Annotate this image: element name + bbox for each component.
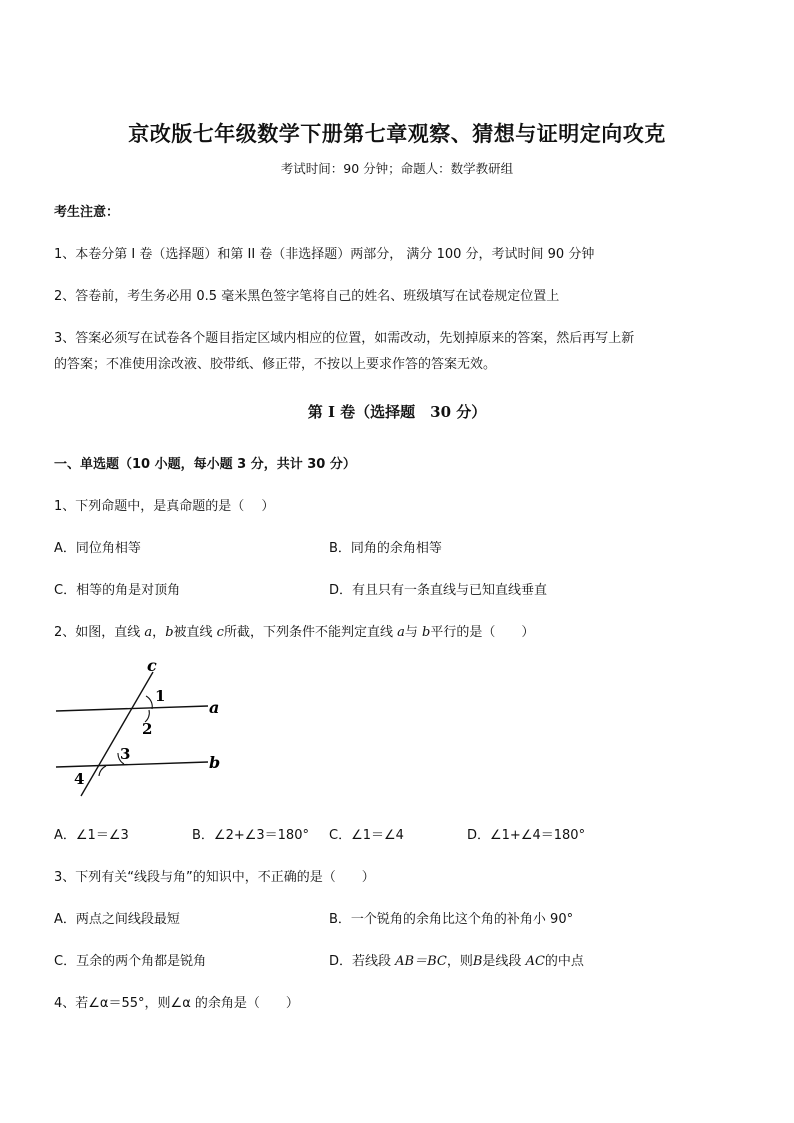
- question-3-stem: 3、下列有关“线段与角”的知识中，不正确的是（ ）: [54, 870, 375, 885]
- label-angle-4: 4: [74, 770, 85, 788]
- part-heading: 一、单选题（10 小题，每小题 3 分，共计 30 分）: [54, 457, 356, 472]
- question-1-option-d: D．有且只有一条直线与已知直线垂直: [329, 583, 548, 598]
- question-3-option-c: C．互余的两个角都是锐角: [54, 954, 207, 969]
- question-4-stem: 4、若∠α＝55°，则∠α 的余角是（ ）: [54, 996, 299, 1011]
- question-1-stem: 1、下列命题中，是真命题的是（ ）: [54, 499, 275, 514]
- question-3-option-d: D．若线段 AB＝BC，则B是线段 AC的中点: [329, 954, 584, 969]
- parallel-lines-figure: [50, 655, 240, 800]
- notice-heading: 考生注意：: [54, 205, 120, 220]
- question-3-option-b: B．一个锐角的余角比这个角的补角小 90°: [329, 912, 574, 927]
- question-1-option-a: A．同位角相等: [54, 541, 141, 556]
- label-a: a: [209, 698, 220, 717]
- line-b: [56, 762, 208, 767]
- exam-subtitle: 考试时间：90 分钟；命题人：数学教研组: [280, 161, 514, 176]
- label-c: c: [147, 656, 157, 675]
- question-3-option-a: A．两点之间线段最短: [54, 912, 180, 927]
- label-angle-3: 3: [120, 745, 131, 763]
- notice-item-1: 1、本卷分第 I 卷（选择题）和第 II 卷（非选择题）两部分， 满分 100 分，考试时间 90 分钟: [54, 247, 595, 262]
- question-2-option-c: C．∠1＝∠4: [329, 828, 404, 843]
- label-angle-2: 2: [142, 720, 153, 738]
- question-2-option-b: B．∠2+∠3＝180°: [192, 828, 309, 843]
- angle-1-arc: [146, 696, 152, 709]
- section-title: 第 I 卷（选择题 30 分）: [307, 403, 487, 421]
- question-1-option-b: B．同角的余角相等: [329, 541, 442, 556]
- notice-item-3-line-2: 的答案；不准使用涂改液、胶带纸、修正带，不按以上要求作答的答案无效。: [54, 357, 497, 372]
- notice-item-2: 2、答卷前，考生务必用 0.5 毫米黑色签字笔将自己的姓名、班级填写在试卷规定位置上: [54, 289, 560, 304]
- label-b: b: [209, 753, 221, 772]
- question-1-option-c: C．相等的角是对顶角: [54, 583, 181, 598]
- question-2-stem: 2、如图，直线 a，b被直线 c所截，下列条件不能判定直线 a与 b平行的是（ ）: [54, 625, 535, 640]
- question-2-option-d: D．∠1+∠4＝180°: [467, 828, 586, 843]
- angle-4-arc: [99, 766, 106, 776]
- exam-title: 京改版七年级数学下册第七章观察、猜想与证明定向攻克: [128, 121, 666, 146]
- question-2-option-a: A．∠1＝∠3: [54, 828, 129, 843]
- notice-item-3-line-1: 3、答案必须写在试卷各个题目指定区域内相应的位置，如需改动，先划掉原来的答案，然后再写上新: [54, 331, 635, 346]
- label-angle-1: 1: [155, 687, 166, 705]
